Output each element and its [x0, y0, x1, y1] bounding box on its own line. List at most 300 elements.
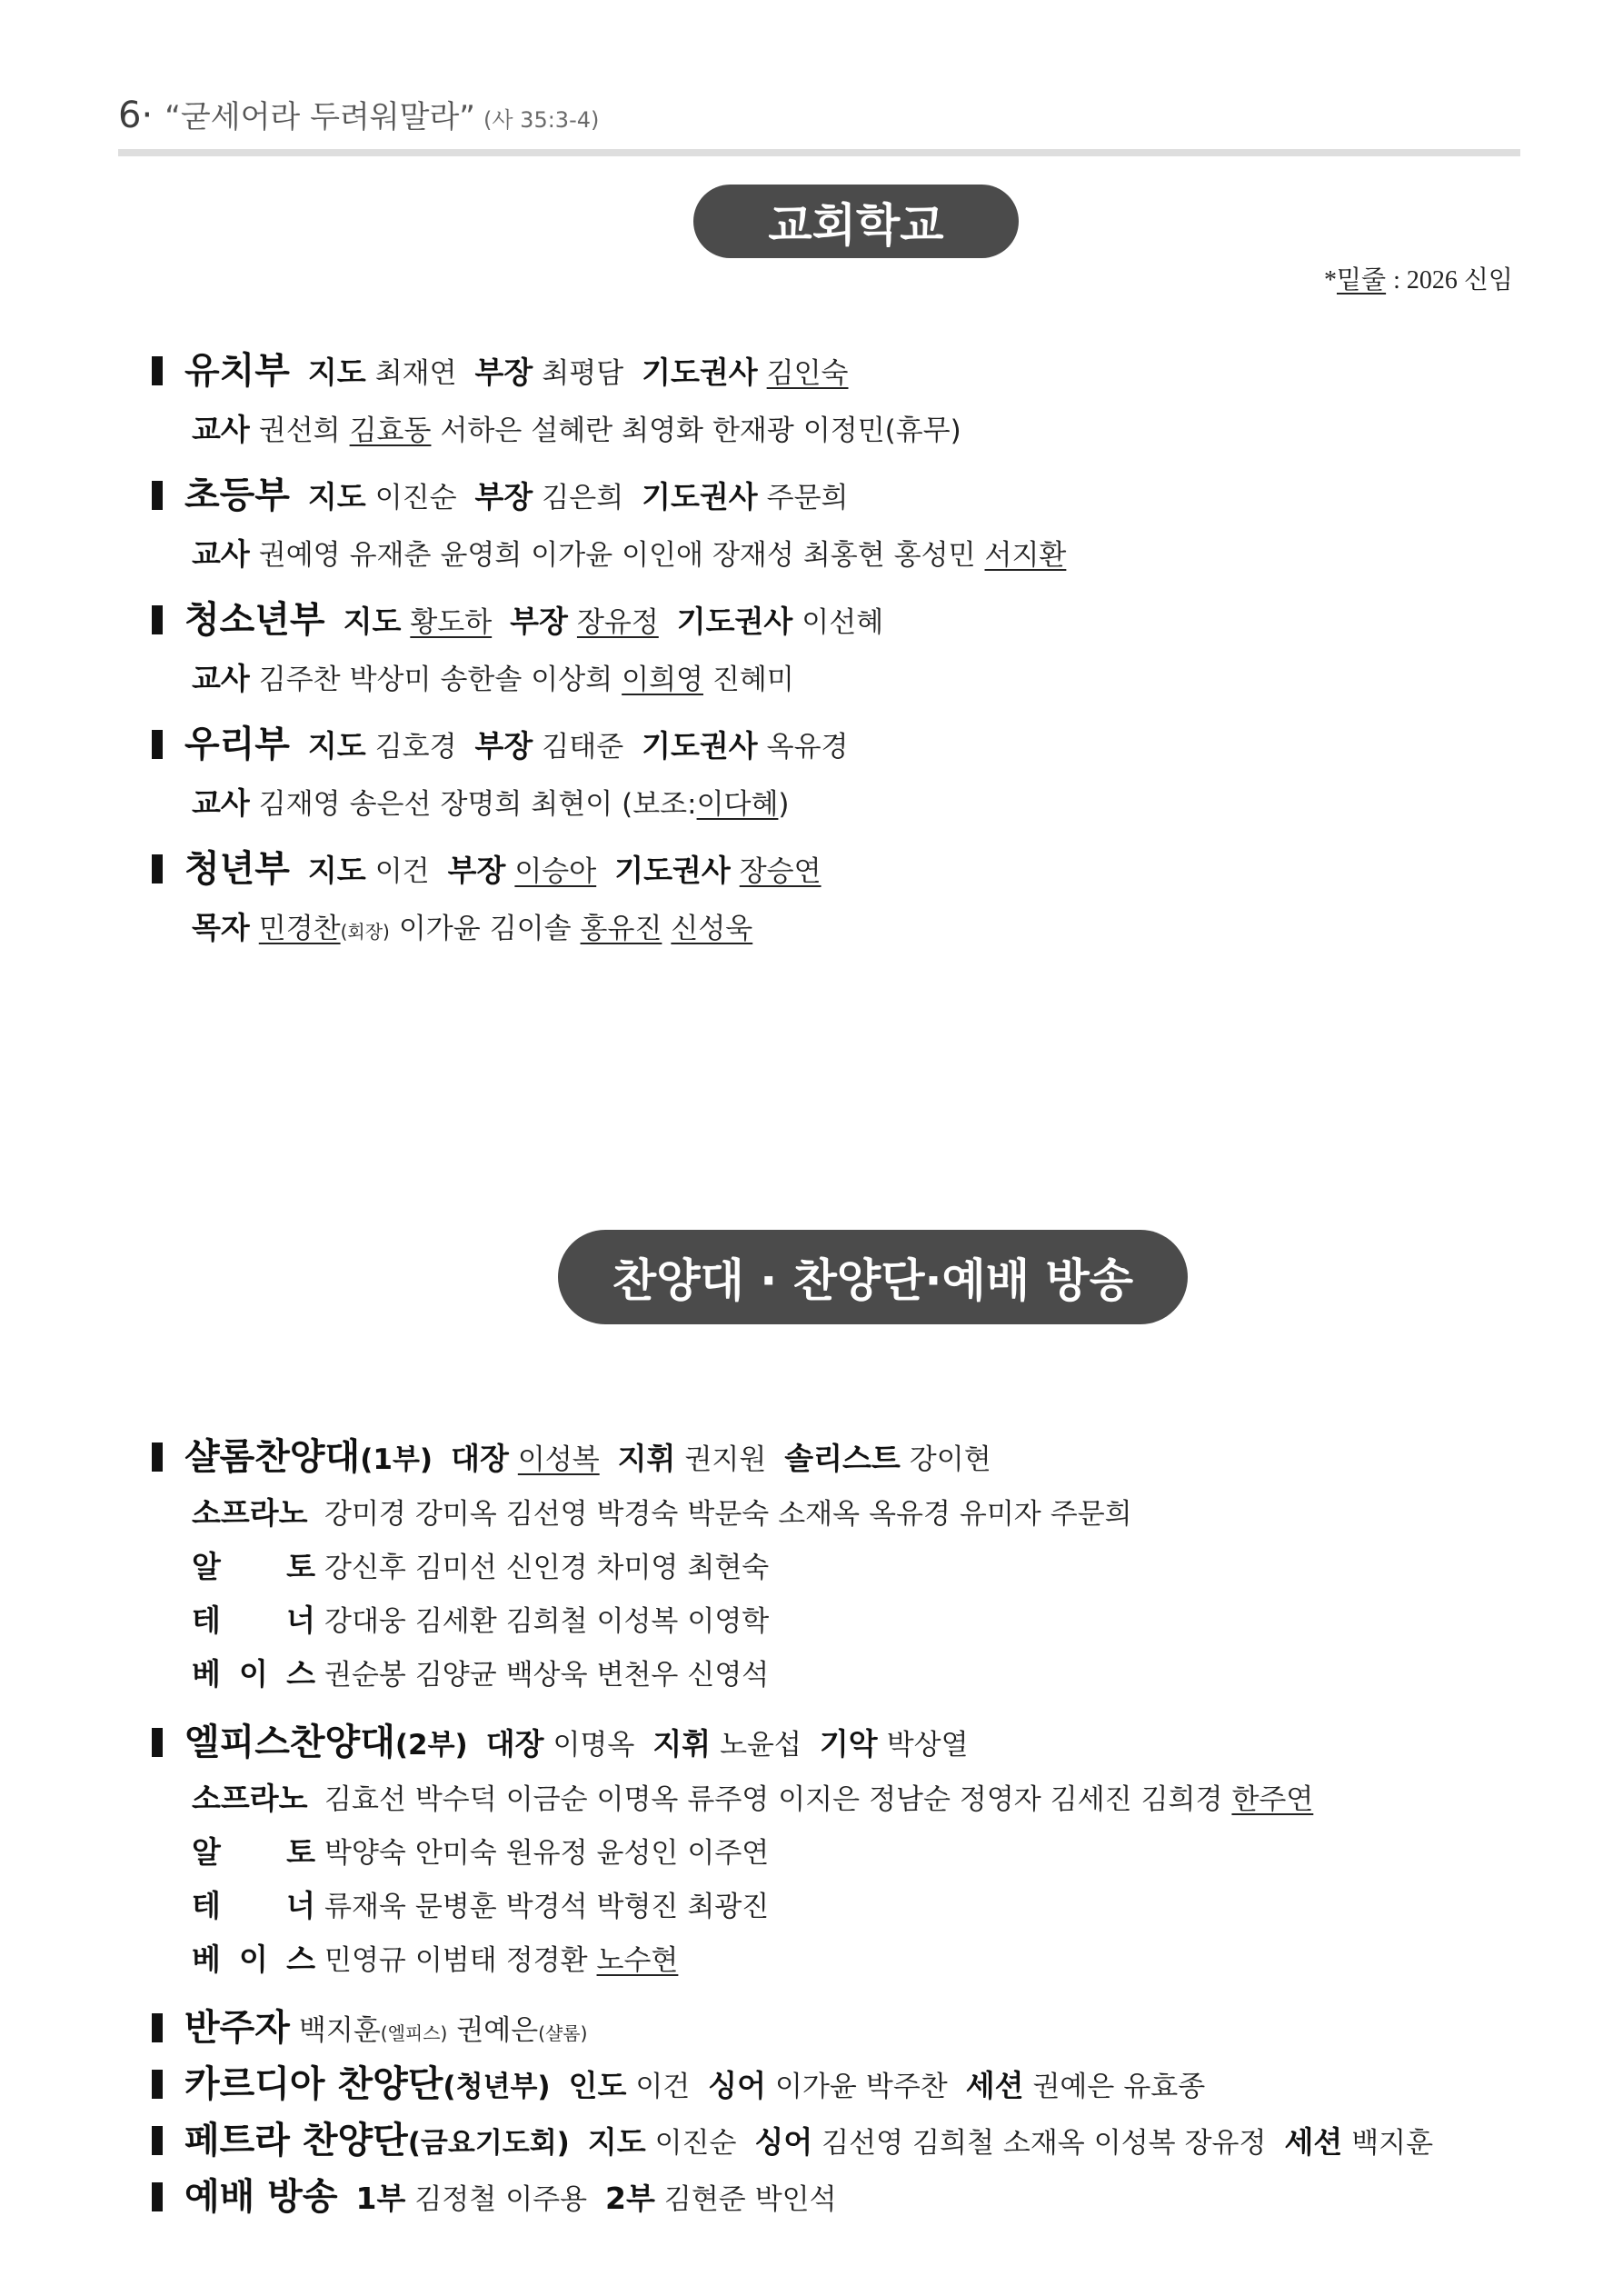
person-entry — [506, 1837, 588, 1870]
person-name: 이주연 — [687, 1837, 770, 1870]
person-entry — [821, 2127, 903, 2160]
person-entry — [531, 539, 612, 572]
person-entry — [456, 2014, 587, 2047]
person-entry — [514, 855, 596, 888]
person-entry — [597, 1944, 679, 1977]
members-row — [152, 776, 1066, 834]
person-entry — [1094, 2127, 1176, 2160]
person-name: 정영자 — [959, 1783, 1041, 1816]
person-name: 김선영 — [821, 2127, 904, 2160]
role-label: 기도권사 — [642, 728, 758, 764]
department-row — [152, 469, 1066, 527]
person-entry — [410, 606, 492, 639]
person-name: 백상욱 — [505, 1659, 588, 1692]
person-name: 이건 — [635, 2071, 691, 2103]
person-name: 김미선 — [414, 1552, 497, 1584]
person-name: 주문희 — [766, 482, 849, 514]
person-entry — [259, 539, 341, 572]
person-name: 권예은 — [1032, 2071, 1115, 2103]
person-name: 최영화 — [622, 414, 703, 447]
section-title-music-broadcast — [558, 1230, 1188, 1324]
person-name: 김양균 — [414, 1659, 497, 1692]
person-entry — [635, 2071, 690, 2103]
person-entry — [869, 1783, 951, 1816]
person-entry — [622, 539, 703, 572]
person-name: 한재광 — [712, 414, 794, 447]
person-name: 강미경 — [324, 1498, 406, 1531]
person-entry — [869, 1498, 951, 1531]
person-name: 최현이 — [531, 788, 613, 821]
person-entry — [531, 664, 612, 696]
department-heading — [184, 474, 290, 516]
name-suffix: ) — [778, 788, 790, 821]
section-marker — [152, 2070, 163, 2099]
person-name: 박주찬 — [865, 2071, 948, 2103]
person-name: 박형진 — [596, 1891, 679, 1923]
section-marker — [152, 605, 163, 634]
part-row — [152, 1542, 1433, 1595]
ministry-group — [152, 1432, 1433, 1702]
person-entry — [1351, 2127, 1433, 2160]
ministry-group — [152, 1717, 1433, 1988]
person-entry — [712, 664, 794, 696]
department-group — [152, 344, 1066, 460]
person-name: 권예영 — [258, 539, 341, 572]
name-note: (샬롬) — [538, 2022, 588, 2044]
ministry-group — [152, 2171, 1433, 2228]
person-entry — [259, 414, 341, 447]
person-name: 장승연 — [739, 855, 821, 888]
person-entry — [531, 414, 612, 447]
person-entry — [375, 357, 457, 390]
person-name: 정남순 — [869, 1783, 951, 1816]
section-marker — [152, 1728, 163, 1757]
person-entry — [1003, 2127, 1085, 2160]
person-entry — [506, 1605, 588, 1638]
person-name: 이성복 — [596, 1605, 679, 1638]
role-label: 기도권사 — [642, 479, 758, 514]
legend-key: 밑줄 — [1337, 266, 1387, 294]
person-entry — [375, 731, 457, 764]
person-entry — [960, 1783, 1041, 1816]
role-label: 부장 — [474, 479, 533, 514]
person-name: 홍유진 — [580, 913, 662, 945]
person-name: 이승아 — [514, 855, 597, 888]
ministry-heading — [184, 2063, 551, 2105]
ministry-suffix: (청년부) — [443, 2071, 551, 2103]
department-name: 유치부 — [184, 350, 290, 392]
person-entry — [415, 1783, 497, 1816]
person-name: 김정철 — [414, 2183, 497, 2216]
role-label: 지도 — [307, 853, 366, 888]
person-entry — [414, 2183, 496, 2216]
ministry-heading — [184, 1722, 468, 1763]
person-name: 옥유경 — [869, 1498, 951, 1531]
section-marker — [152, 854, 163, 883]
person-name: 김인숙 — [766, 357, 849, 390]
person-name: 최현숙 — [687, 1552, 770, 1584]
section-marker — [152, 2013, 163, 2042]
section-title-church-school — [693, 185, 1019, 258]
part-row — [152, 1488, 1433, 1542]
person-entry — [506, 1659, 588, 1692]
ministry-heading — [184, 1436, 433, 1478]
person-name: 설혜란 — [531, 414, 613, 447]
person-entry — [597, 1837, 679, 1870]
person-name: 장재성 — [712, 539, 794, 572]
ministry-name: 반주자 — [184, 2007, 290, 2049]
person-name: 노수현 — [596, 1944, 679, 1977]
part-label: 소프라노 — [192, 1495, 308, 1531]
person-name: 권예은 — [456, 2014, 539, 2047]
part-row — [152, 1649, 1433, 1702]
role-label: 세션 — [1284, 2124, 1343, 2160]
department-group — [152, 718, 1066, 834]
role-label: 기도권사 — [642, 354, 758, 390]
ministry-group — [152, 2059, 1433, 2115]
members-label: 교사 — [192, 536, 250, 572]
person-entry — [542, 731, 623, 764]
person-name: 강대웅 — [324, 1605, 406, 1638]
department-heading — [184, 848, 290, 890]
person-entry — [542, 482, 623, 514]
person-name: 김은희 — [542, 482, 624, 514]
scripture-reference: (사 35:3-4) — [483, 107, 600, 133]
role-label: 솔리스트 — [784, 1441, 901, 1476]
person-entry — [1050, 1783, 1132, 1816]
person-name: 이주용 — [505, 2183, 588, 2216]
role-label: 부장 — [510, 604, 568, 639]
person-name: 김세환 — [414, 1605, 497, 1638]
role-label: 싱어 — [754, 2124, 813, 2160]
person-entry — [1185, 2127, 1267, 2160]
person-entry — [767, 482, 849, 514]
role-label: 지도 — [343, 604, 402, 639]
section-marker — [152, 481, 163, 510]
person-entry — [985, 539, 1067, 572]
person-name: 이다혜 — [696, 788, 779, 821]
person-entry — [740, 855, 821, 888]
role-label: 기도권사 — [676, 604, 793, 639]
person-entry — [720, 1729, 802, 1762]
person-entry — [324, 1552, 406, 1584]
person-name: 안미숙 — [414, 1837, 497, 1870]
members-row — [152, 527, 1066, 584]
person-entry — [542, 357, 623, 390]
person-name: 변천우 — [596, 1659, 679, 1692]
person-name: 유미자 — [959, 1498, 1041, 1531]
page-number: 6· — [118, 95, 154, 136]
person-entry — [299, 2014, 447, 2047]
person-name: 윤성인 — [596, 1837, 679, 1870]
person-name: 이희영 — [622, 664, 703, 696]
person-name: 이가윤 — [775, 2071, 857, 2103]
person-entry — [687, 1783, 769, 1816]
person-name: 백지훈 — [298, 2014, 381, 2047]
person-entry — [324, 1498, 406, 1531]
role-label: 지도 — [307, 728, 366, 764]
person-name: 문병훈 — [414, 1891, 497, 1923]
person-entry — [505, 2183, 587, 2216]
ministry-row — [152, 2002, 1433, 2059]
person-entry — [518, 1443, 600, 1476]
ministry-name: 엘피스찬양대 — [184, 1722, 395, 1763]
person-entry — [1050, 1498, 1132, 1531]
person-entry — [324, 1944, 406, 1977]
section-marker — [152, 1442, 163, 1472]
person-entry — [687, 1552, 769, 1584]
ministry-heading — [184, 2007, 290, 2049]
person-name: 서하은 — [440, 414, 523, 447]
person-name: 강신후 — [324, 1552, 406, 1584]
part-label: 테 너 — [192, 1602, 315, 1638]
ministry-heading — [184, 2176, 338, 2218]
person-name: 최홍현 — [802, 539, 885, 572]
person-entry — [350, 414, 432, 447]
department-row — [152, 594, 1066, 652]
person-entry — [415, 1944, 497, 1977]
person-entry — [324, 1783, 406, 1816]
person-entry — [399, 913, 481, 945]
ministry-name: 페트라 찬양단 — [184, 2120, 408, 2161]
person-entry — [1141, 1783, 1223, 1816]
person-entry — [506, 1552, 588, 1584]
ministry-row — [152, 2115, 1433, 2171]
ministry-suffix: (2부) — [394, 1729, 468, 1762]
person-name: 권선희 — [258, 414, 341, 447]
person-name: 노윤섭 — [720, 1729, 802, 1762]
person-name: 박인석 — [754, 2183, 837, 2216]
person-name: 장유정 — [1184, 2127, 1267, 2160]
person-entry — [415, 1837, 497, 1870]
person-entry — [767, 357, 849, 390]
members-label: 교사 — [192, 412, 250, 447]
department-name: 청년부 — [184, 848, 290, 890]
person-entry — [802, 606, 883, 639]
person-entry — [375, 855, 430, 888]
person-name: 이지은 — [778, 1783, 861, 1816]
person-entry — [684, 1443, 766, 1476]
role-label: 싱어 — [708, 2068, 767, 2103]
person-entry — [1032, 2071, 1114, 2103]
department-row — [152, 718, 1066, 776]
person-entry — [324, 1605, 406, 1638]
person-name: 정경환 — [505, 1944, 588, 1977]
person-name: 박경숙 — [596, 1498, 679, 1531]
department-heading — [184, 350, 290, 392]
person-name: 이금순 — [505, 1783, 588, 1816]
ministry-heading — [184, 2120, 570, 2161]
person-name: 주문희 — [1050, 1498, 1132, 1531]
members-row — [152, 652, 1066, 709]
role-label: 지휘 — [652, 1726, 712, 1762]
person-name: 진혜미 — [712, 664, 794, 696]
person-entry — [324, 1659, 406, 1692]
person-entry — [712, 414, 794, 447]
person-entry — [597, 1498, 679, 1531]
page-motto: “굳세어라 두려워말라” — [164, 99, 475, 135]
person-name: 홍성민 — [893, 539, 976, 572]
person-entry — [415, 1498, 497, 1531]
person-entry — [778, 1783, 860, 1816]
person-name: 이명옥 — [596, 1783, 679, 1816]
department-group — [152, 594, 1066, 709]
person-entry — [1231, 1783, 1313, 1816]
role-label: 세션 — [965, 2068, 1024, 2103]
role-label: 대장 — [485, 1726, 544, 1762]
person-name: 신영석 — [687, 1659, 770, 1692]
person-name: 김희철 — [912, 2127, 994, 2160]
person-entry — [440, 788, 522, 821]
person-name: 원유정 — [505, 1837, 588, 1870]
person-name: 박수덕 — [414, 1783, 497, 1816]
members-label: 목자 — [192, 910, 250, 945]
person-entry — [597, 1659, 679, 1692]
person-entry — [506, 1783, 588, 1816]
role-label: 지도 — [307, 479, 366, 514]
person-entry — [778, 1498, 860, 1531]
person-entry — [687, 1605, 769, 1638]
person-name: 박상미 — [349, 664, 432, 696]
person-entry — [622, 414, 703, 447]
part-row — [152, 1881, 1433, 1934]
person-entry — [803, 539, 885, 572]
person-entry — [597, 1783, 679, 1816]
church-school-list — [152, 344, 1066, 967]
person-entry — [490, 913, 572, 945]
person-entry — [259, 788, 341, 821]
role-label: 인도 — [568, 2068, 627, 2103]
person-entry — [506, 1498, 588, 1531]
person-name: 서지환 — [984, 539, 1067, 572]
person-entry — [597, 1552, 679, 1584]
department-row — [152, 344, 1066, 403]
part-row — [152, 1595, 1433, 1649]
person-entry — [375, 482, 457, 514]
ministry-row — [152, 1432, 1433, 1488]
person-entry — [887, 1729, 969, 1762]
person-name: 유효종 — [1123, 2071, 1206, 2103]
page-header — [118, 91, 599, 140]
person-entry — [415, 1659, 497, 1692]
person-name: 윤영희 — [440, 539, 523, 572]
legend-value: : 2026 신임 — [1393, 266, 1513, 294]
name-prefix: (보조: — [622, 788, 697, 821]
part-row — [152, 1773, 1433, 1827]
person-name: 이가윤 — [531, 539, 613, 572]
members-row — [152, 901, 1066, 958]
person-name: 박양숙 — [324, 1837, 406, 1870]
person-name: 이건 — [374, 855, 430, 888]
person-name: 민영규 — [324, 1944, 406, 1977]
person-entry — [775, 2071, 857, 2103]
person-name: 이인애 — [622, 539, 703, 572]
person-name: 박상열 — [886, 1729, 969, 1762]
underline-legend — [1324, 264, 1513, 298]
person-entry — [664, 2183, 746, 2216]
department-group — [152, 469, 1066, 584]
person-entry — [960, 1498, 1041, 1531]
part-label: 알 토 — [192, 1834, 315, 1870]
department-heading — [184, 599, 325, 641]
person-entry — [440, 414, 522, 447]
person-entry — [910, 1443, 991, 1476]
section-marker — [152, 2126, 163, 2155]
person-entry — [687, 1659, 769, 1692]
person-entry — [803, 414, 961, 447]
person-entry — [440, 539, 522, 572]
person-name: 이영학 — [687, 1605, 770, 1638]
person-entry — [506, 1891, 588, 1923]
section-marker — [152, 2182, 163, 2211]
person-name: 신성욱 — [671, 913, 753, 945]
person-entry — [671, 913, 752, 945]
person-name: 옥유경 — [766, 731, 849, 764]
part-row — [152, 1934, 1433, 1988]
person-entry — [506, 1944, 588, 1977]
person-name: 김태준 — [542, 731, 624, 764]
role-label: 부장 — [474, 728, 533, 764]
role-label: 기악 — [819, 1726, 878, 1762]
name-note: (엘피스) — [380, 2022, 448, 2044]
part-label: 알 토 — [192, 1549, 315, 1584]
department-name: 청소년부 — [184, 599, 325, 641]
person-entry — [712, 539, 794, 572]
person-name: 권지원 — [684, 1443, 767, 1476]
person-entry — [581, 913, 662, 945]
person-name: 한주연 — [1231, 1783, 1314, 1816]
person-name: 송은선 — [349, 788, 432, 821]
person-name: 이진순 — [654, 2127, 737, 2160]
role-label: 지휘 — [617, 1441, 676, 1476]
person-name: 이진순 — [374, 482, 457, 514]
person-name: 김주찬 — [258, 664, 341, 696]
role-label: 1부 — [355, 2181, 406, 2216]
person-name: 김효선 — [324, 1783, 406, 1816]
person-entry — [866, 2071, 948, 2103]
section-title-text: 찬양대 · 찬양단·예배 방송 — [612, 1254, 1134, 1307]
person-name: 강이현 — [909, 1443, 991, 1476]
members-row — [152, 403, 1066, 460]
person-name: 장유정 — [576, 606, 659, 639]
person-name: 김희철 — [505, 1605, 588, 1638]
person-entry — [350, 664, 432, 696]
part-row — [152, 1827, 1433, 1881]
person-entry — [622, 664, 703, 696]
person-entry — [415, 1891, 497, 1923]
person-entry — [687, 1498, 769, 1531]
header-divider — [118, 149, 1520, 156]
person-name: 차미영 — [596, 1552, 679, 1584]
section-marker — [152, 356, 163, 385]
person-name: 장명희 — [440, 788, 523, 821]
person-entry — [350, 788, 432, 821]
music-broadcast-list — [152, 1432, 1433, 2228]
role-label: 부장 — [447, 853, 506, 888]
person-name: 류재욱 — [324, 1891, 406, 1923]
department-name: 우리부 — [184, 724, 290, 765]
person-entry — [912, 2127, 994, 2160]
person-entry — [755, 2183, 837, 2216]
person-entry — [440, 664, 522, 696]
person-entry — [767, 731, 849, 764]
person-name: 김호경 — [374, 731, 457, 764]
person-entry — [1123, 2071, 1205, 2103]
part-label: 베 이 스 — [192, 1942, 315, 1977]
ministry-name: 예배 방송 — [184, 2176, 338, 2218]
person-name: 이정민(휴무) — [802, 414, 961, 447]
person-entry — [622, 788, 789, 821]
